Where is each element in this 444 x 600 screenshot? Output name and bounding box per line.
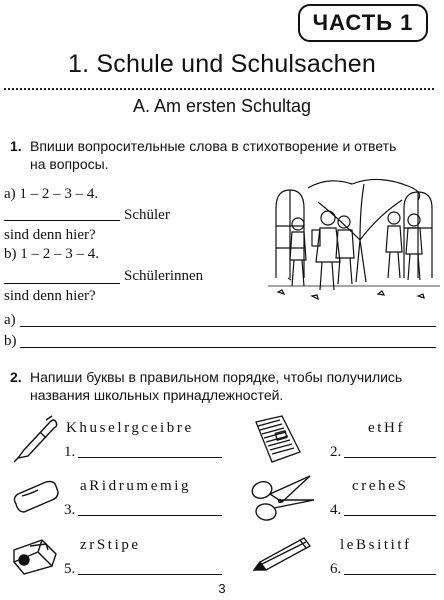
poem-schueler: Schüler	[124, 207, 170, 223]
poem-line-a: a) 1 – 2 – 3 – 4.	[4, 186, 99, 202]
item-number-4: 4.	[330, 502, 342, 518]
eraser-icon	[8, 478, 64, 518]
scrambled-word-4: creheS	[352, 478, 409, 494]
notebook-icon	[250, 412, 304, 466]
answer-line-6[interactable]	[344, 574, 436, 575]
task2-instruction	[30, 368, 440, 404]
task1-number: 1.	[10, 138, 22, 154]
pen-icon	[10, 414, 60, 464]
pencil-icon	[250, 534, 314, 576]
poem-blank-b[interactable]	[4, 283, 120, 284]
title-divider	[4, 88, 434, 90]
task1-instruction-line1: Впиши вопросительные слова в стихотворение и ответь	[30, 138, 397, 154]
page-number: 3	[218, 581, 226, 596]
task1-instruction	[30, 137, 440, 173]
scrambled-word-5: zrStipe	[80, 537, 141, 553]
scissors-icon	[248, 470, 318, 526]
scrambled-word-6: leBsititf	[340, 537, 412, 553]
scrambled-word-1: Khuselrgceibre	[66, 420, 194, 436]
answer-a-label: a)	[4, 312, 16, 328]
poem-sind-2: sind denn hier?	[4, 288, 96, 304]
poem-blank-a[interactable]	[4, 220, 120, 221]
poem-schuelerinnen: Schülerinnen	[124, 268, 204, 284]
task2-instruction-line1: Напиши буквы в правильном порядке, чтобы получились	[30, 369, 403, 385]
item-number-2: 2.	[330, 444, 342, 460]
item-number-5: 5.	[64, 561, 76, 577]
answer-line-4[interactable]	[344, 515, 436, 516]
task2-number: 2.	[10, 369, 22, 385]
schoolyard-illustration	[268, 178, 440, 304]
answer-line-1[interactable]	[78, 457, 222, 458]
task2-instruction-line2: названия школьных принадлежностей.	[30, 387, 284, 403]
sharpener-icon	[8, 532, 64, 576]
task1-instruction-line2: на вопросы.	[30, 156, 109, 172]
poem-sind-1: sind denn hier?	[4, 227, 96, 243]
answer-line-5[interactable]	[78, 574, 222, 575]
item-number-1: 1.	[64, 444, 76, 460]
page-title: 1. Schule und Schulsachen	[68, 50, 376, 78]
scrambled-word-3: aRidrumemig	[80, 478, 192, 494]
poem-line-b: b) 1 – 2 – 3 – 4.	[4, 246, 99, 262]
answer-b-label: b)	[4, 333, 17, 349]
item-number-3: 3.	[64, 502, 76, 518]
scrambled-word-2: etHf	[368, 420, 406, 436]
answer-a-line[interactable]	[20, 326, 436, 327]
answer-b-line[interactable]	[20, 347, 436, 348]
answer-line-2[interactable]	[344, 457, 436, 458]
part-badge: ЧАСТЬ 1	[298, 4, 428, 42]
answer-line-3[interactable]	[78, 515, 222, 516]
section-subtitle: A. Am ersten Schultag	[132, 96, 312, 116]
item-number-6: 6.	[330, 561, 342, 577]
